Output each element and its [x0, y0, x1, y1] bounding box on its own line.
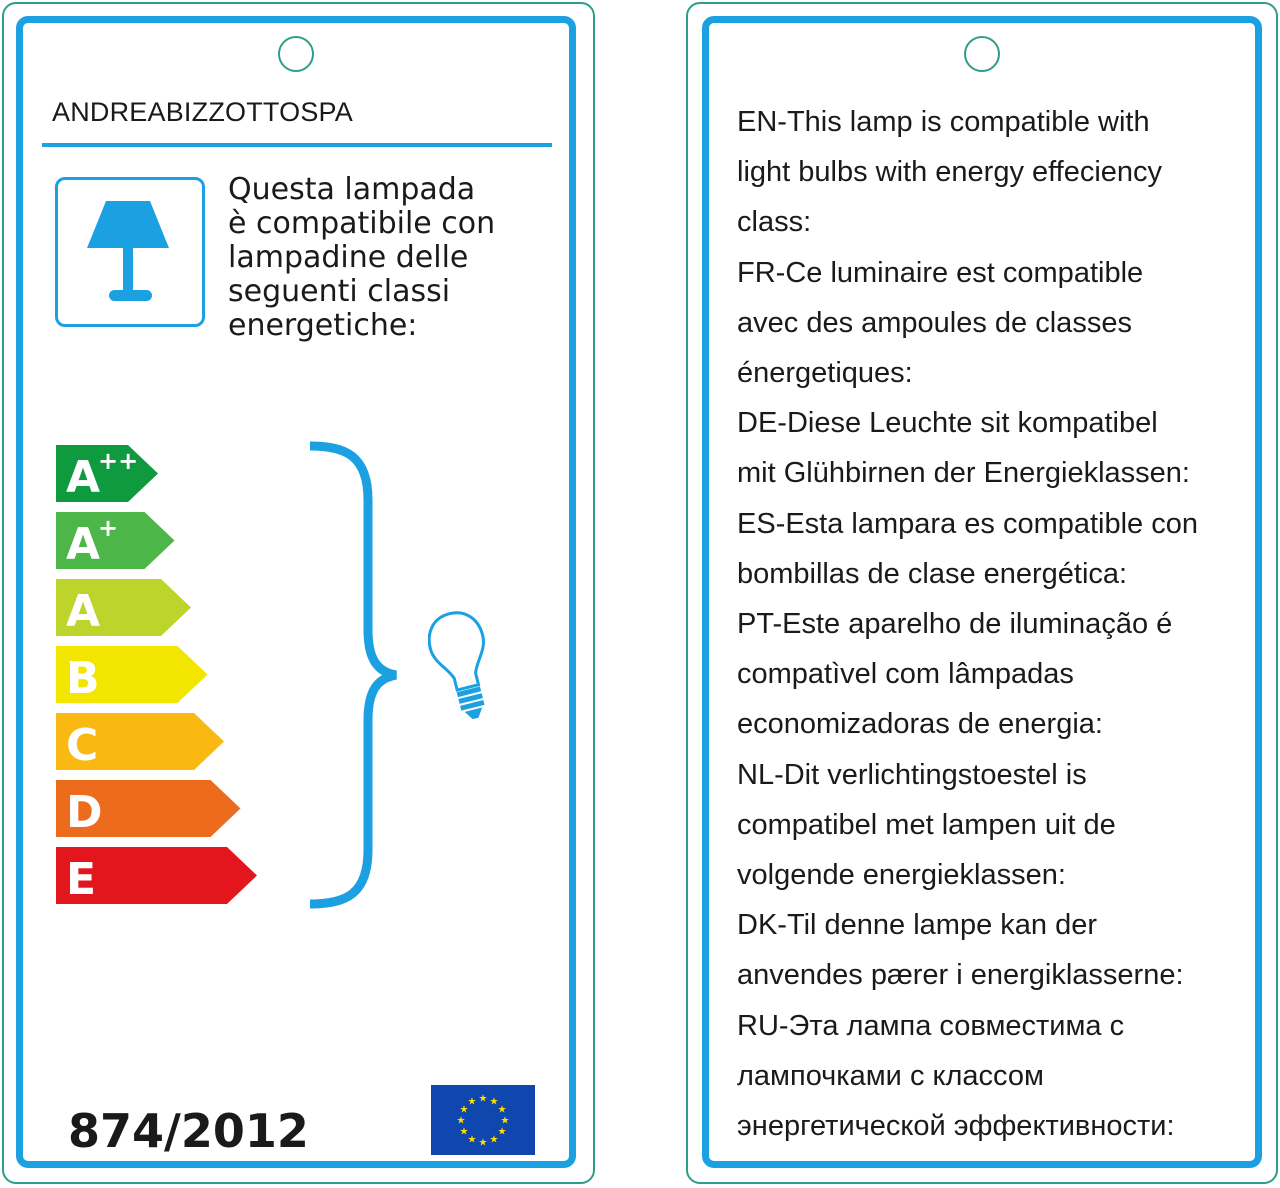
energy-class-a-plus — [56, 512, 175, 570]
table-lamp-icon — [55, 177, 205, 327]
text-line: ES-Esta lampara es compatible con — [737, 507, 1198, 540]
energy-class-superscript: + — [98, 514, 119, 542]
energy-class-letter: E — [66, 854, 97, 905]
regulation-number: 874/2012 — [68, 1104, 309, 1158]
it-line: seguenti classi — [228, 274, 451, 309]
eu-star: ★ — [478, 1093, 488, 1105]
eu-star: ★ — [489, 1134, 499, 1146]
text-line: лампочками с классом — [737, 1059, 1044, 1092]
eu-star: ★ — [456, 1115, 466, 1127]
text-line: énergetiques: — [737, 357, 913, 390]
brand-name: ANDREABIZZOTTOSPA — [52, 97, 353, 127]
text-line: EN-This lamp is compatible with — [737, 106, 1150, 138]
energy-class-letter: D — [66, 787, 103, 838]
energy-class-c — [56, 713, 224, 771]
text-line: anvendes pærer i energiklasserne: — [737, 959, 1184, 992]
eu-star: ★ — [500, 1115, 510, 1127]
eu-star: ★ — [489, 1096, 499, 1108]
eu-star: ★ — [467, 1096, 477, 1108]
compatibility-text-it — [228, 173, 495, 343]
energy-class-a-plus-plus — [56, 445, 158, 503]
energy-class-b — [56, 646, 208, 704]
text-line: volgende energieklassen: — [737, 859, 1066, 892]
light-bulb-icon — [428, 608, 498, 728]
text-line: энергетической эффективности: — [737, 1110, 1175, 1143]
text-line: NL-Dit verlichtingstoestel is — [737, 758, 1087, 791]
energy-class-scale — [56, 445, 276, 905]
energy-class-letter: A — [66, 519, 101, 570]
energy-class-superscript: ++ — [98, 447, 139, 475]
energy-class-d — [56, 780, 241, 838]
hang-hole — [278, 36, 314, 72]
eu-star: ★ — [497, 1126, 507, 1138]
text-line: light bulbs with energy effeciency — [737, 156, 1163, 189]
text-line: compatìvel com lâmpadas — [737, 658, 1074, 691]
brand-divider — [42, 143, 552, 147]
text-line: mit Glühbirnen der Energieklassen: — [737, 457, 1190, 490]
eu-star: ★ — [459, 1104, 469, 1116]
energy-class-letter: C — [66, 720, 99, 771]
curly-brace-icon — [306, 440, 406, 910]
text-line: economizadoras de energia: — [737, 708, 1103, 741]
eu-star: ★ — [497, 1104, 507, 1116]
text-line: FR-Ce luminaire est compatible — [737, 256, 1144, 289]
text-line: class: — [737, 206, 812, 239]
hang-hole — [964, 36, 1000, 72]
eu-flag-icon — [431, 1085, 535, 1155]
it-line: energetiche: — [228, 308, 418, 343]
eu-star: ★ — [478, 1137, 488, 1149]
energy-class-letter: B — [66, 653, 100, 704]
text-line: compatibel met lampen uit de — [737, 808, 1116, 841]
eu-star: ★ — [459, 1126, 469, 1138]
text-line: avec des ampoules de classes — [737, 306, 1132, 339]
text-line: RU-Эта лампа совместима с — [737, 1009, 1125, 1042]
it-line: Questa lampada — [228, 172, 476, 207]
energy-class-letter: A — [66, 452, 101, 503]
energy-class-e — [56, 847, 257, 905]
eu-star: ★ — [467, 1134, 477, 1146]
text-line: bombillas de clase energética: — [737, 557, 1128, 590]
it-line: lampadine delle — [228, 240, 469, 275]
it-line: è compatibile con — [228, 206, 496, 241]
text-line: PT-Este aparelho de iluminação é — [737, 608, 1173, 641]
energy-class-a — [56, 579, 191, 637]
energy-class-letter: A — [66, 586, 101, 637]
compatibility-text-multilingual — [737, 97, 1198, 1151]
text-line: DE-Diese Leuchte sit kompatibel — [737, 407, 1158, 440]
text-line: DK-Til denne lampe kan der — [737, 909, 1097, 942]
